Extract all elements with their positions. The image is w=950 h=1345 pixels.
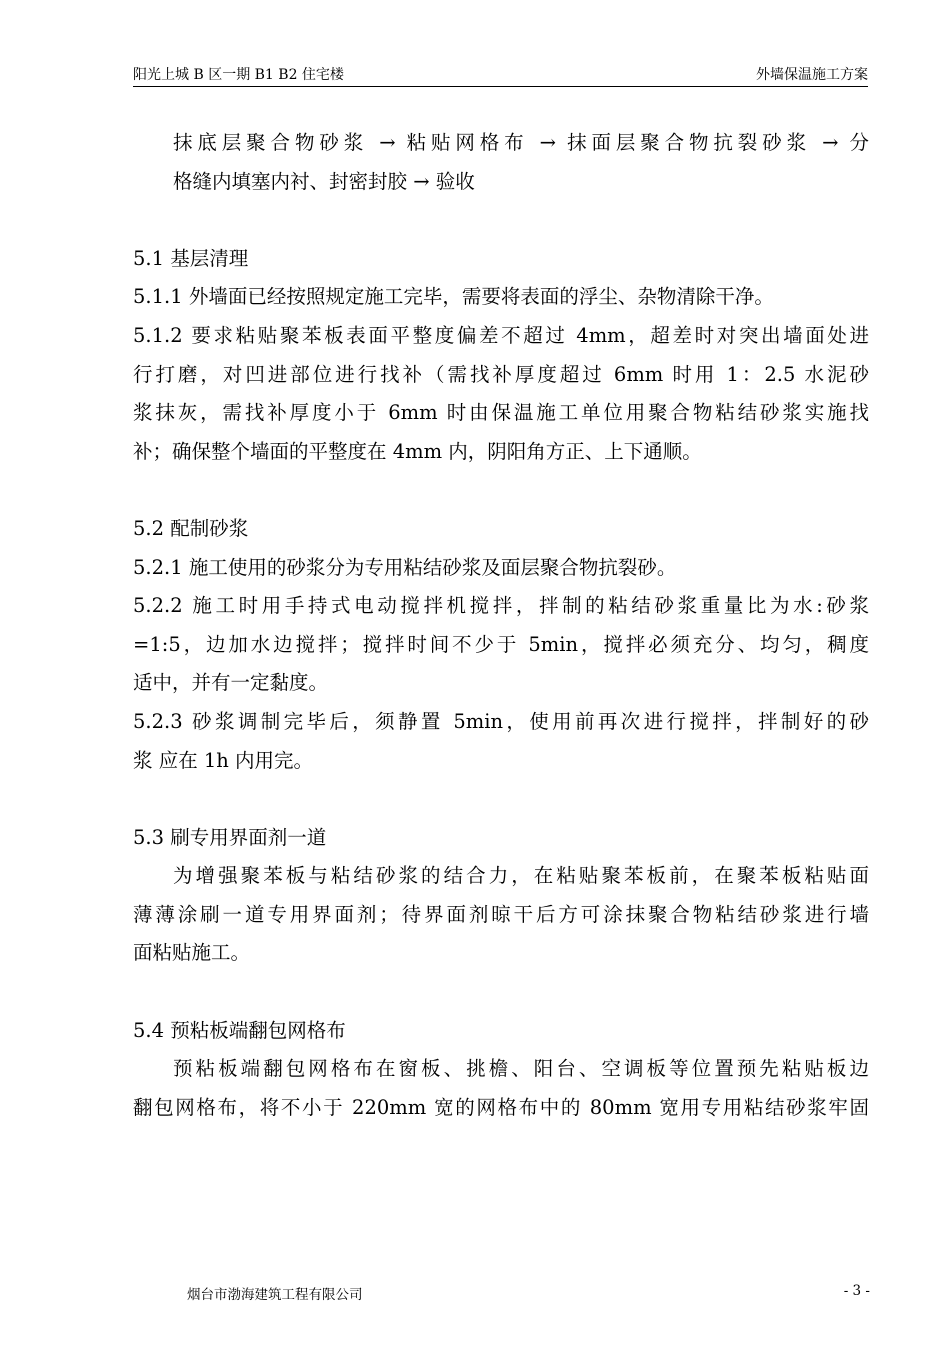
page-header — [133, 62, 868, 87]
paragraph-line: 适中，并有一定黏度。 — [133, 671, 329, 695]
paragraph-line: 行打磨，对凹进部位进行找补（需找补厚度超过 6mm 时用 1：2.5 水泥砂 — [133, 362, 869, 386]
header-document-title: 外墙保温施工方案 — [756, 67, 868, 83]
footer-company-name: 烟台市渤海建筑工程有限公司 — [187, 1287, 363, 1303]
process-flow-line: 格缝内填塞内衬、封密封胶 → 验收 — [173, 169, 475, 193]
paragraph-line: 薄薄涂刷一道专用界面剂；待界面剂晾干后方可涂抹聚合物粘结砂浆进行墙 — [133, 902, 869, 926]
section-heading-5-4: 5.4 预粘板端翻包网格布 — [133, 1018, 346, 1042]
section-heading-5-1: 5.1 基层清理 — [133, 246, 249, 270]
paragraph-line: 翻包网格布，将不小于 220mm 宽的网格布中的 80mm 宽用专用粘结砂浆牢固 — [133, 1095, 869, 1119]
section-heading-5-2: 5.2 配制砂浆 — [133, 516, 249, 540]
paragraph-line: 5.2.1 施工使用的砂浆分为专用粘结砂浆及面层聚合物抗裂砂。 — [133, 555, 677, 579]
paragraph-line: 浆 应在 1h 内用完。 — [133, 748, 314, 772]
paragraph-line: 为增强聚苯板与粘结砂浆的结合力，在粘贴聚苯板前，在聚苯板粘贴面 — [173, 864, 869, 888]
header-project-name: 阳光上城 B 区一期 B1 B2 住宅楼 — [133, 67, 344, 83]
paragraph-line: 补；确保整个墙面的平整度在 4mm 内，阴阳角方正、上下通顺。 — [133, 439, 702, 463]
process-flow-line: 抹底层聚合物砂浆 → 粘贴网格布 → 抹面层聚合物抗裂砂浆 → 分 — [173, 131, 869, 154]
paragraph-line: =1:5，边加水边搅拌；搅拌时间不少于 5min，搅拌必须充分、均匀，稠度 — [133, 632, 869, 656]
paragraph-line: 5.2.3 砂浆调制完毕后，须静置 5min，使用前再次进行搅拌，拌制好的砂 — [133, 709, 869, 733]
paragraph-line: 面粘贴施工。 — [133, 941, 251, 965]
paragraph-line: 5.1.2 要求粘贴聚苯板表面平整度偏差不超过 4mm，超差时对突出墙面处进 — [133, 323, 869, 347]
paragraph-line: 5.2.2 施工时用手持式电动搅拌机搅拌，拌制的粘结砂浆重量比为水:砂浆 — [133, 594, 869, 618]
paragraph-line: 预粘板端翻包网格布在窗板、挑檐、阳台、空调板等位置预先粘贴板边 — [173, 1057, 869, 1081]
document-body — [133, 124, 869, 1127]
section-heading-5-3: 5.3 刷专用界面剂一道 — [133, 825, 327, 849]
paragraph-line: 浆抹灰，需找补厚度小于 6mm 时由保温施工单位用聚合物粘结砂浆实施找 — [133, 401, 869, 425]
page-number: - 3 - — [843, 1283, 870, 1299]
paragraph-line: 5.1.1 外墙面已经按照规定施工完毕，需要将表面的浮尘、杂物清除干净。 — [133, 285, 774, 309]
